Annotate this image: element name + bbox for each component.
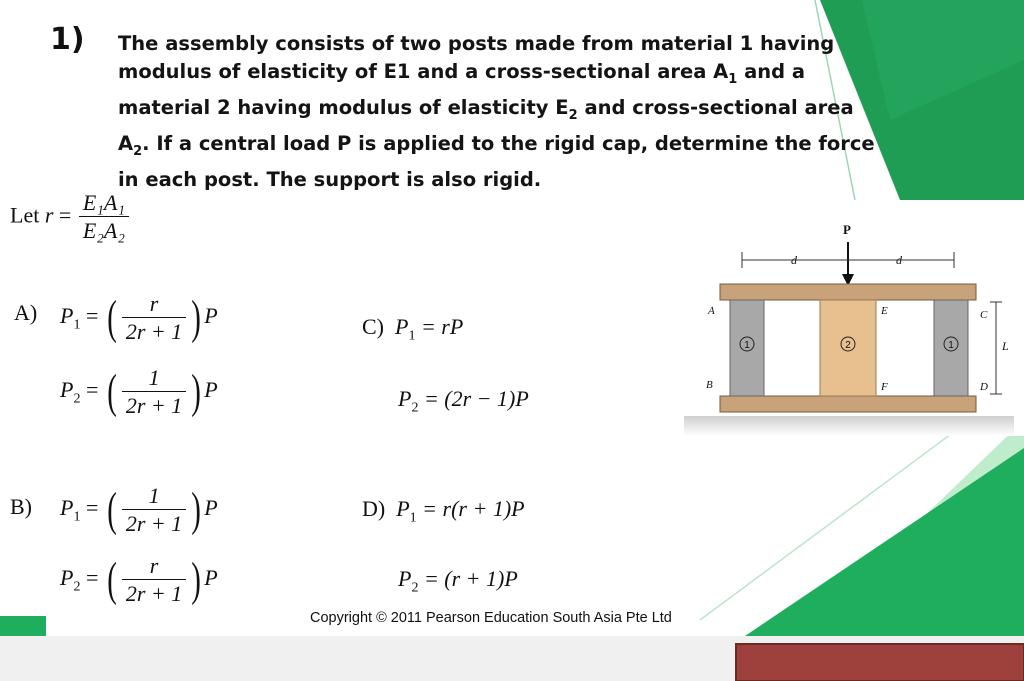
question-line-2a: modulus of elasticity of E1 and a cross-sectional area A (118, 60, 729, 83)
option-d-label: D) (362, 496, 386, 521)
option-a-p1-num: r (122, 291, 186, 318)
green-shape-bottom-dark (745, 448, 1024, 636)
option-b-p2-den: 2r + 1 (125, 580, 183, 606)
definition-r (10, 190, 131, 245)
point-B: B (706, 379, 713, 391)
question-line-4b: . If a central load P is applied to the rigid cap, determine the force (142, 131, 875, 155)
option-a-p1-tail: P (204, 303, 218, 329)
option-a-p1-den: 2r + 1 (125, 318, 183, 344)
question-text (118, 30, 978, 194)
dim-d-left: d (791, 253, 797, 267)
rigid-cap (720, 284, 976, 300)
assembly-figure (684, 218, 1014, 438)
option-b-p1: $P_1$ = ( $\frac{1}{2r + 1}$ ) P (60, 482, 218, 536)
option-d-p1-expr: = r(r + 1)P (422, 496, 525, 521)
definition-var: r (44, 202, 54, 228)
question-line-2b: and a (737, 60, 806, 83)
dim-L: L (1002, 339, 1009, 353)
question-sub-2b: 2 (133, 143, 143, 159)
footer-red-box (736, 644, 1024, 681)
post-right-number: 1 (948, 340, 954, 351)
point-A: A (708, 305, 715, 317)
option-a-p1: $P_1$ = ( $\frac{r}{2r + 1}$ ) P (60, 290, 218, 344)
question-line-5: in each post. The support is also rigid. (118, 167, 542, 191)
option-c-p2-expr: = (2r − 1)P (423, 386, 529, 411)
point-E: E (881, 305, 888, 317)
green-strip-left (0, 616, 46, 636)
load-label: P (843, 222, 851, 237)
question-line-1: The assembly consists of two posts made from material 1 having (118, 32, 835, 55)
option-b-p2-num: r (122, 553, 186, 580)
rigid-base (720, 396, 976, 412)
option-a-p2-tail: P (204, 377, 218, 403)
definition-numerator: E₁A₁ (79, 190, 129, 217)
question-line-3a: material 2 having modulus of elasticity E (118, 95, 569, 119)
question-line-4a: A (118, 131, 134, 155)
option-d-p2-expr: = (r + 1)P (423, 566, 518, 591)
option-a-label: A) (14, 300, 38, 325)
ground-shadow (684, 416, 1014, 436)
option-d-p1: D) $P_1 = r(r + 1)P$ (362, 496, 525, 526)
option-b-p2: $P_2$ = ( $\frac{r}{2r + 1}$ ) P (60, 552, 218, 606)
point-F: F (881, 381, 888, 393)
point-C: C (980, 309, 988, 321)
question-sub-2a: 2 (568, 107, 578, 123)
option-b-label: B) (10, 494, 32, 519)
definition-prefix: Let (10, 202, 45, 228)
definition-eq: = (53, 202, 77, 228)
dim-d-right: d (896, 253, 902, 267)
question-number: 1) (50, 22, 85, 57)
definition-fraction (79, 190, 129, 245)
option-b-p1-den: 2r + 1 (125, 510, 183, 536)
post-middle-number: 2 (845, 340, 851, 351)
option-d-p2: $P_2 = (r + 1)P$ (398, 566, 518, 596)
option-a-p2-den: 2r + 1 (125, 392, 183, 418)
option-b-p1-num: 1 (122, 483, 186, 510)
option-a-p2-lhs: P (60, 377, 74, 403)
option-c-p1: C) $P_1$ = rP (362, 314, 464, 344)
definition-denominator: E₂A₂ (82, 218, 125, 243)
option-b-p1-tail: P (204, 495, 218, 521)
option-a-p2-num: 1 (122, 365, 186, 392)
option-a-p1-fraction (122, 291, 186, 346)
option-a-p2-fraction (122, 365, 186, 420)
option-b-p1-fraction (122, 483, 186, 538)
option-b-p2-lhs: P (60, 565, 74, 591)
option-a-p1-lhs: P (60, 303, 74, 329)
option-c-label: C) (362, 314, 384, 339)
question-sub-1: 1 (728, 71, 738, 87)
copyright-notice: Copyright © 2011 Pearson Education South Asia Pte Ltd (310, 610, 672, 626)
post-left-number: 1 (744, 340, 750, 351)
option-a-p2: $P_2$ = ( $\frac{1}{2r + 1}$ ) P (60, 364, 218, 418)
point-D: D (980, 381, 988, 393)
option-c-p2: $P_2 = (2r - 1)P$ (398, 386, 529, 416)
question-line-3b: and cross-sectional area (577, 95, 854, 119)
option-c-p1-expr: = rP (420, 314, 464, 339)
option-b-p1-lhs: P (60, 495, 74, 521)
option-b-p2-fraction (122, 553, 186, 608)
option-b-p2-tail: P (204, 565, 218, 591)
